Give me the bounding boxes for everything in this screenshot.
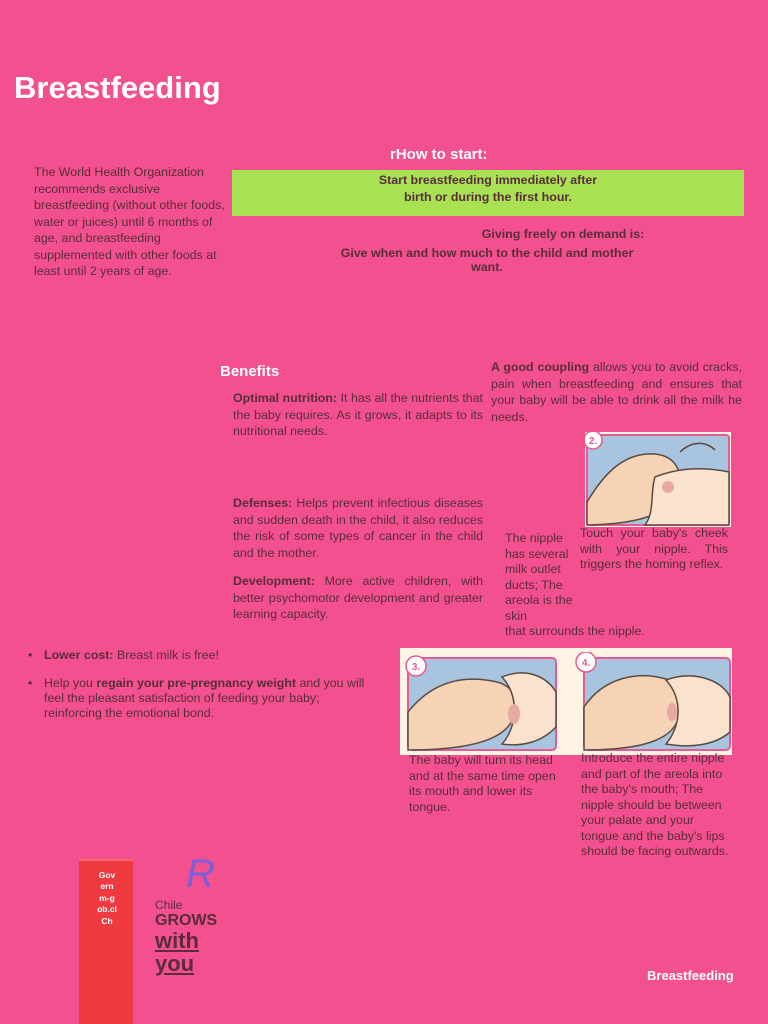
benefits-bullet-list [28, 648, 378, 734]
weight-text: and you will feel the pleasant satisfaction of feeding your baby; reinforcing the emotional bond. [44, 676, 365, 720]
how-to-start-line-1: Start breastfeeding immediately after [378, 173, 598, 187]
nipple-description: The nipple has several milk outlet ducts; The areola is the skin [505, 531, 573, 623]
page-title: Breastfeeding [14, 70, 221, 105]
defenses-label: Defenses: [233, 496, 293, 510]
giving-freely-text: Give when and how much to the child and mother want. [340, 246, 634, 274]
coupling-text: allows you to avoid cracks, pain when breastfeeding and ensures that your baby will be able to drink all the milk he needs. [491, 360, 742, 424]
step-3-illustration [402, 652, 558, 752]
how-to-start-title: rHow to start: [390, 146, 488, 163]
how-to-start-text [232, 172, 744, 206]
baby-turn-text: The baby will turn its head and at the same time open its mouth and lower its tongue. [409, 753, 556, 814]
coupling-paragraph [491, 359, 742, 425]
chile-grows-logo-letter: R [186, 852, 215, 896]
giving-freely-title: Giving freely on demand is: [481, 227, 645, 241]
step-4-number: 4. [581, 658, 591, 669]
how-to-start-line-2: birth or during the first hour. [404, 190, 572, 204]
step-2-number: 2. [588, 436, 598, 447]
lower-cost-text: Breast milk is free! [113, 648, 219, 662]
optimal-nutrition-label: Optimal nutrition: [233, 391, 338, 405]
intro-text: The World Health Organization recommends exclusive breastfeeding (without other foods, water or juices) until 6 months of age, and breastfeeding supplemented with other foods at least until 2 years of age. [34, 165, 225, 278]
weight-pre-text: Help you [44, 676, 97, 690]
nipple-description-tail: that surrounds the nipple. [505, 624, 645, 638]
logo-grows: GROWS [155, 912, 218, 929]
development-text: More active children, with better psychomotor development and greater learning capacity. [233, 574, 483, 621]
coupling-label: A good coupling [491, 360, 590, 374]
introduce-nipple-text: Introduce the entire nipple and part of the areola into the baby's mouth; The nipple should be between your palate and your tongue and the baby's lips should be facing outwards. [581, 751, 729, 858]
list-item [28, 648, 378, 663]
government-vertical-text: Governm‐gob.cl Ch [97, 870, 117, 926]
logo-you: you [155, 951, 195, 976]
development-label: Development: [233, 574, 315, 588]
logo-chile: Chile [155, 898, 183, 912]
list-item [28, 676, 378, 721]
defenses-text: Helps prevent infectious diseases and sudden death in the child, it also reduces the risk of some types of cancer in the child and the mother. [233, 496, 483, 560]
lower-cost-label: Lower cost: [44, 648, 114, 662]
touch-cheek-text: Touch your baby's cheek with your nipple. This triggers the homing reflex. [580, 526, 728, 571]
weight-label: regain your pre-pregnancy weight [96, 676, 297, 690]
benefits-title: Benefits [220, 363, 280, 380]
step-3-number: 3. [411, 662, 421, 673]
step-4-illustration [574, 652, 732, 752]
footer-title: Breastfeeding [647, 968, 734, 983]
optimal-nutrition-paragraph [233, 390, 483, 440]
defenses-paragraph [233, 495, 483, 561]
optimal-nutrition-text: It has all the nutrients that the baby requires. As it grows, it adapts to its nutritional needs. [233, 391, 483, 438]
development-paragraph [233, 573, 483, 623]
logo-with: with [155, 928, 199, 953]
step-2-illustration [585, 432, 731, 527]
